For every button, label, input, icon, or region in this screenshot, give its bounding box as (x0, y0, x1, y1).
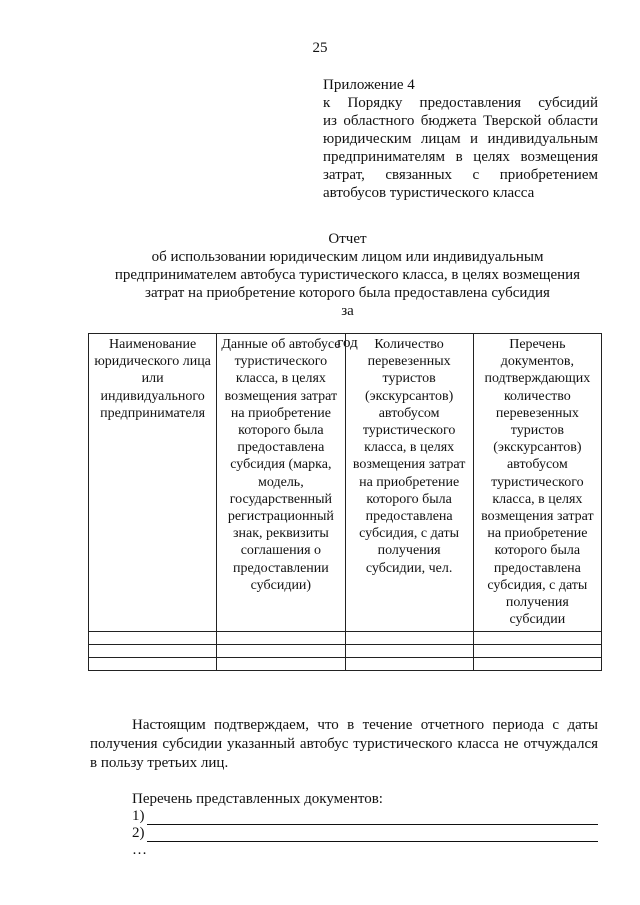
documents-item-blank (147, 812, 599, 825)
report-subtitle-line: предпринимателем автобуса туристического класса, в целях возмещения (114, 267, 581, 283)
period-prefix: за (341, 303, 354, 319)
table-cell (89, 658, 217, 671)
table-cell (217, 658, 345, 671)
appendix-line: предпринимателям в целях возмещения (323, 149, 598, 165)
appendix-line: затрат, связанных с приобретением (323, 167, 598, 183)
appendix-line: к Порядку предоставления субсидий (323, 95, 598, 111)
documents-list (132, 791, 598, 859)
table-cell (345, 645, 473, 658)
table-row (89, 645, 602, 658)
table-cell (217, 645, 345, 658)
appendix-title: Приложение 4 (323, 77, 415, 93)
table-cell (473, 632, 601, 645)
table-cell (473, 645, 601, 658)
page-number: 25 (312, 40, 328, 56)
table-cell (89, 645, 217, 658)
appendix-line: из областного бюджета Тверской области (323, 113, 598, 129)
header-cell-bus-data: Данные об автобусе туристического класса, в целях возмещения затрат на приобретение которого была предоставлена субсидия (марка, модель, государственный регистрационный знак, реквизиты соглашения о предоставлении субсидии) (217, 334, 345, 632)
header-cell-organization: Наименование юридического лица или индивидуального предпринимателя (89, 334, 217, 632)
table-row (89, 658, 602, 671)
report-table (88, 333, 602, 671)
table-cell (473, 658, 601, 671)
report-subtitle-line: затрат на приобретение которого была предоставлена субсидия (145, 285, 550, 301)
table-row (89, 632, 602, 645)
appendix-line: автобусов туристического класса (323, 185, 535, 201)
table-cell (345, 632, 473, 645)
report-subtitle-line: об использовании юридическим лицом или индивидуальным (151, 249, 544, 265)
documents-item (132, 825, 598, 842)
appendix-header (323, 76, 598, 202)
appendix-line: юридическим лицам и индивидуальным (323, 131, 598, 147)
documents-item-number: 2) (132, 825, 145, 841)
table-cell (217, 632, 345, 645)
period-suffix: год (337, 335, 358, 351)
confirmation-paragraph: Настоящим подтверждаем, что в течение отчетного периода с даты получения субсидии указанный автобус туристического класса не отчуждался в пользу третьих лиц. (90, 717, 598, 771)
documents-item-number: 1) (132, 808, 145, 824)
header-cell-documents: Перечень документов, подтверждающих количество перевезенных туристов (экскурсантов) автобусом туристического класса, в целях возмещения затрат на приобретение которого была предоставлена субсидия, с даты получения субсидии (473, 334, 601, 632)
report-title: Отчет (328, 231, 367, 247)
header-cell-tourist-count: Количество перевезенных туристов (экскурсантов) автобусом туристического класса, в целях возмещения затрат на приобретение которого была предоставлена субсидия, с даты получения субсидии, чел. (345, 334, 473, 632)
table-header-row (89, 334, 602, 632)
documents-ellipsis: … (132, 842, 147, 858)
table-cell (89, 632, 217, 645)
documents-item-blank (147, 829, 599, 842)
table-cell (345, 658, 473, 671)
documents-item (132, 808, 598, 825)
period-blank-field (92, 320, 210, 334)
documents-heading: Перечень представленных документов: (132, 791, 383, 807)
